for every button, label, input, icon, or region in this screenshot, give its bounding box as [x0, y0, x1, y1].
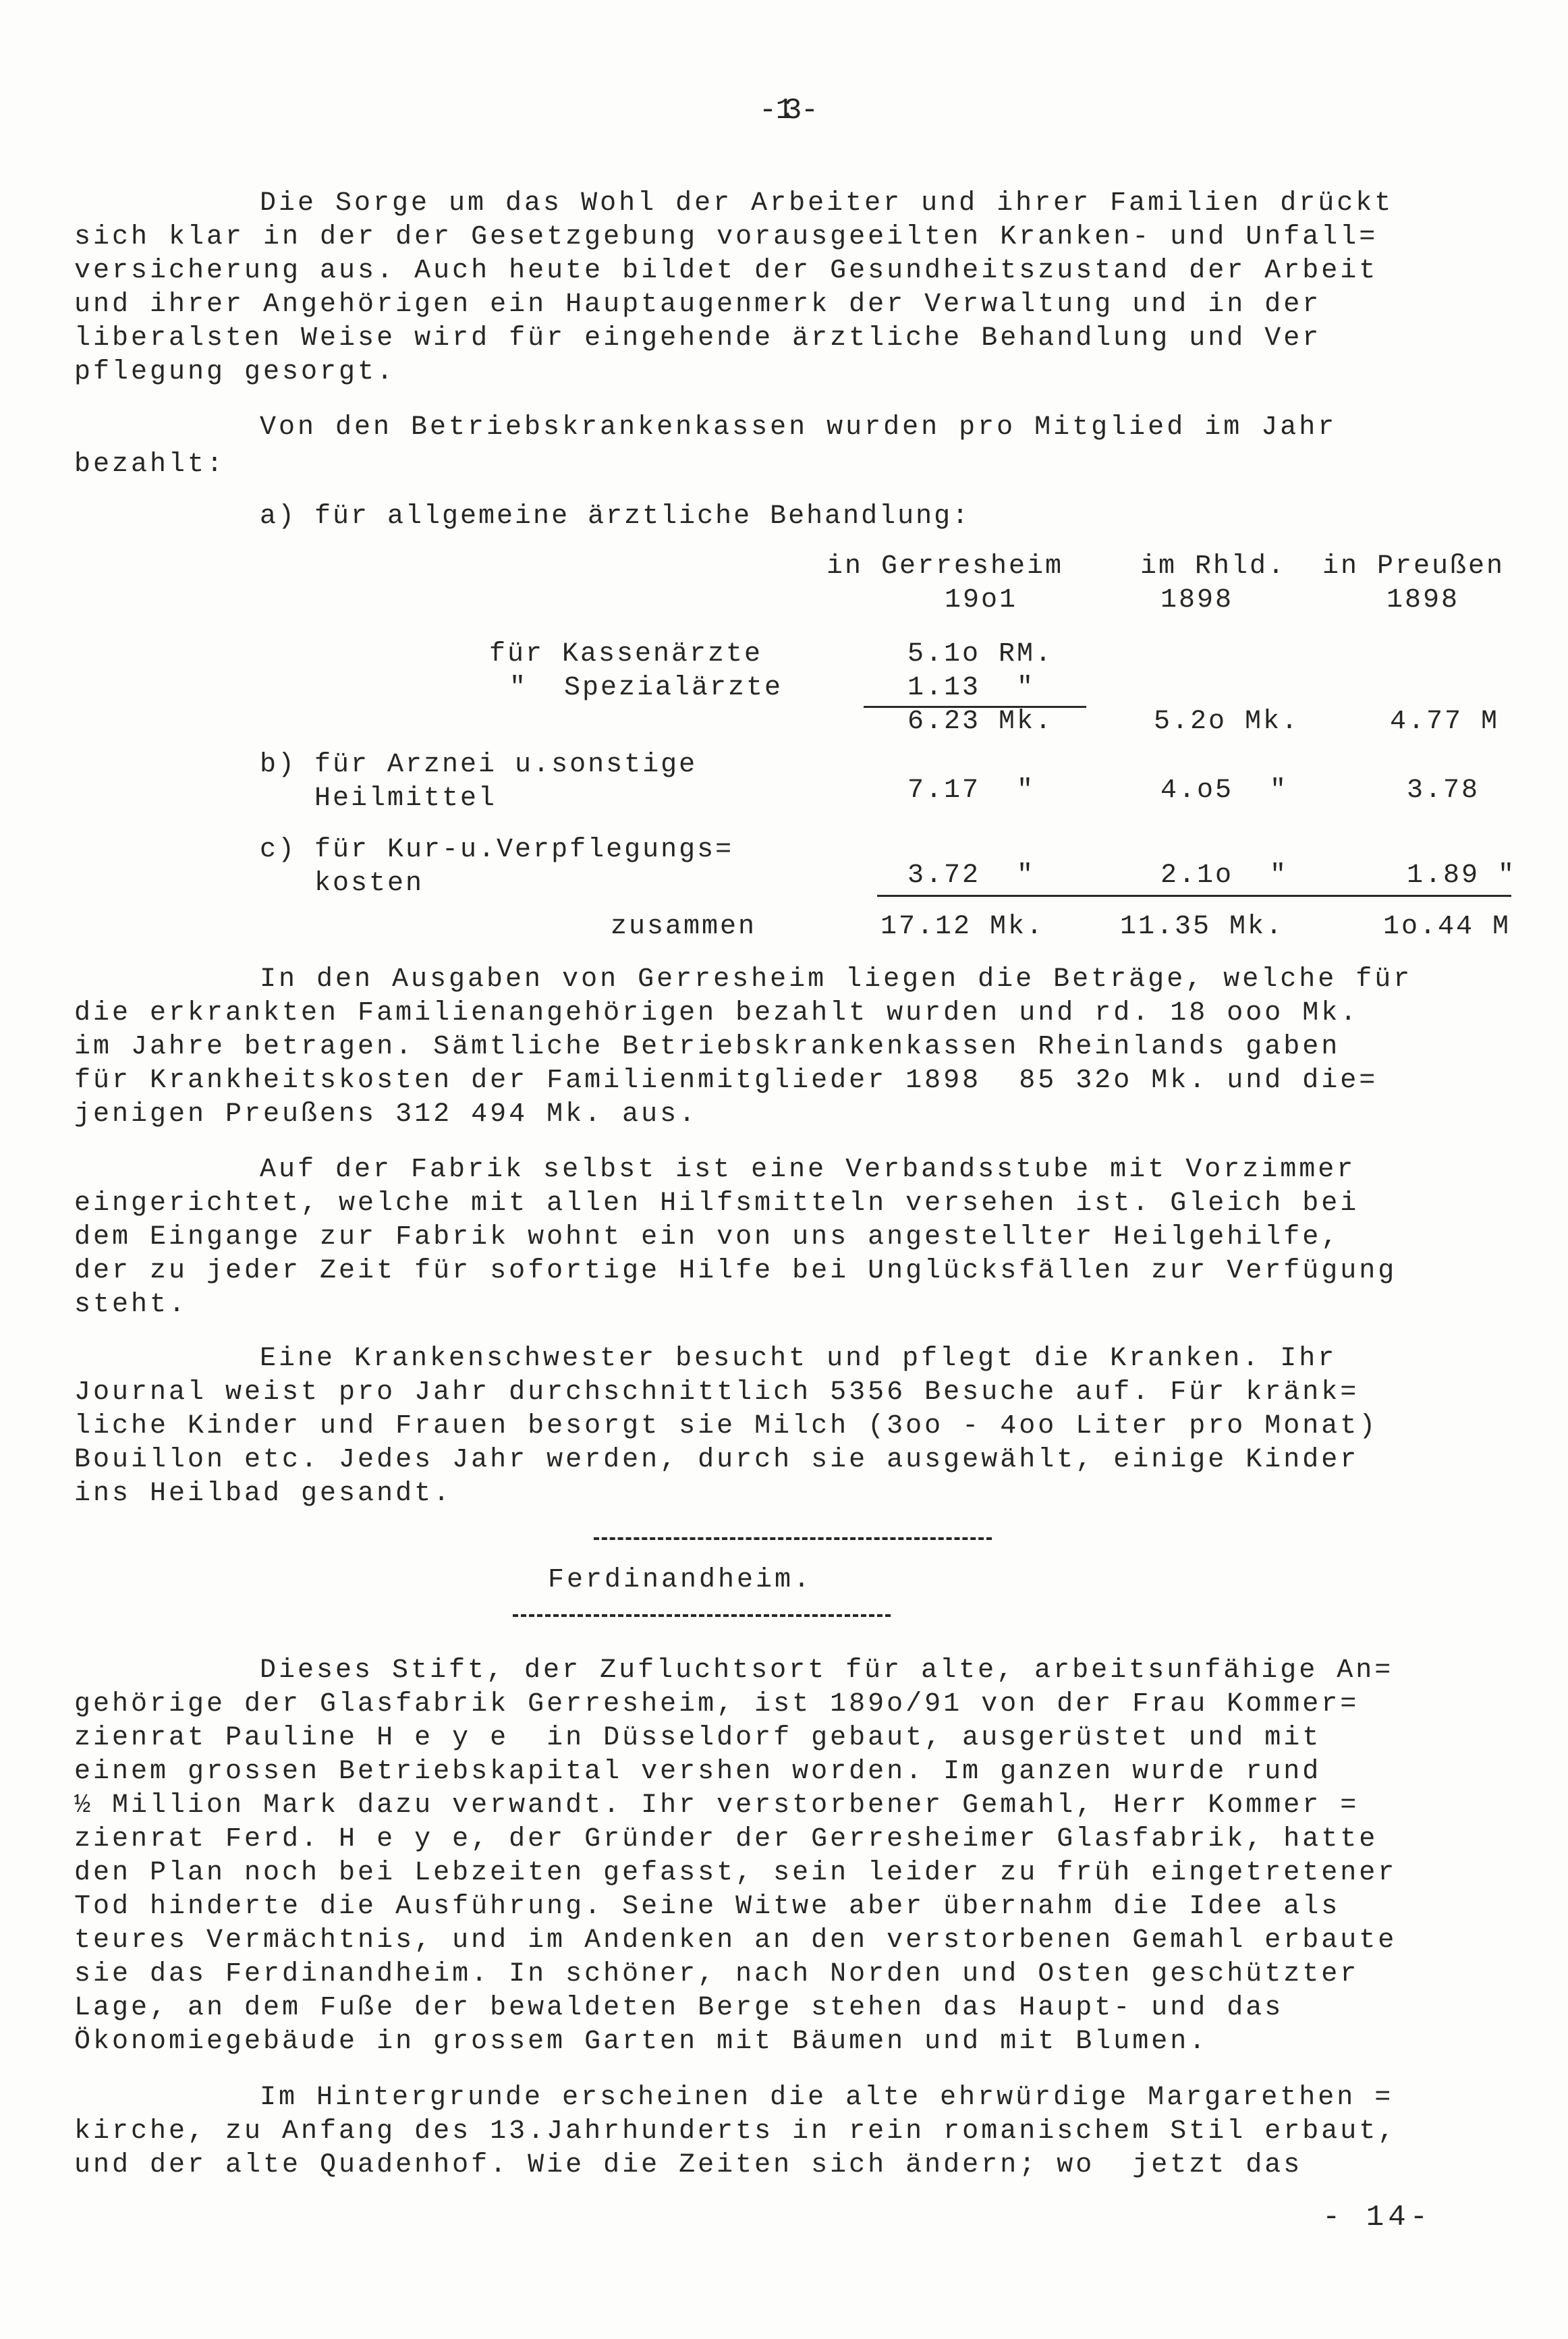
text-line: einem grossen Betriebskapital vershen worden. Im ganzen wurde rund: [74, 1757, 1322, 1787]
column-year: 1898: [1160, 585, 1234, 615]
column-header: im Rhld.: [1140, 551, 1287, 582]
text-line: sie das Ferdinandheim. In schöner, nach Norden und Osten geschützter: [74, 1959, 1360, 1989]
table-cell: 3.78: [1407, 775, 1480, 806]
text-line: bezahlt:: [74, 449, 226, 480]
text-line: liberalsten Weise wird für eingehende ärztliche Behandlung und Ver: [74, 323, 1322, 354]
table-cell: 4.o5 ": [1160, 775, 1289, 806]
table-row-label: kosten: [260, 869, 424, 899]
text-line: Im Hintergrunde erscheinen die alte ehrwürdige Margarethen =: [260, 2083, 1394, 2113]
text-line: zienrat Ferd. H e y e, der Gründer der Gerresheimer Glasfabrik, hatte: [74, 1824, 1378, 1854]
table-cell: 2.1o ": [1160, 860, 1289, 891]
text-line: Eine Krankenschwester besucht und pflegt die Kranken. Ihr: [260, 1344, 1337, 1374]
page-number: - 13 -: [758, 94, 810, 128]
column-year: 19o1: [945, 585, 1018, 615]
table-row-label: b) für Arznei u.sonstige: [260, 750, 698, 780]
table-cell: 11.35 Mk.: [1120, 912, 1285, 942]
next-page-marker: - 14-: [1322, 2201, 1432, 2234]
column-header: in Preußen: [1322, 551, 1505, 582]
text-line: Bouillon etc. Jedes Jahr werden, durch sie ausgewählt, einige Kinder: [74, 1445, 1360, 1475]
table-cell: 3.72 ": [907, 860, 1036, 891]
text-line: und der alte Quadenhof. Wie die Zeiten sich ändern; wo jetzt das: [74, 2150, 1303, 2180]
text-line: versicherung aus. Auch heute bildet der Gesundheitszustand der Arbeit: [74, 256, 1378, 286]
table-row-label: für Kassenärzte: [489, 639, 763, 669]
text-line: liche Kinder und Frauen besorgt sie Milch (3oo - 4oo Liter pro Monat): [74, 1411, 1378, 1441]
text-line: teures Vermächtnis, und im Andenken an den verstorbenen Gemahl erbaute: [74, 1925, 1397, 1956]
table-row-label: c) für Kur-u.Verpflegungs=: [260, 835, 734, 865]
text-line: ½ Million Mark dazu verwandt. Ihr verstorbener Gemahl, Herr Kommer =: [74, 1790, 1360, 1821]
table-row-label: zusammen: [611, 912, 757, 942]
table-cell: 6.23 Mk.: [907, 707, 1054, 737]
section-rule-top: [594, 1537, 992, 1540]
text-line: Dieses Stift, der Zufluchtsort für alte, arbeitsunfähige An=: [260, 1655, 1394, 1686]
table-cell: 7.17 ": [907, 775, 1036, 806]
table-heading-a: a) für allgemeine ärztliche Behandlung:: [260, 501, 971, 532]
text-line: und ihrer Angehörigen ein Hauptaugenmerk der Verwaltung und in der: [74, 290, 1322, 320]
text-line: In den Ausgaben von Gerresheim liegen die Beträge, welche für: [260, 964, 1413, 995]
text-line: im Jahre betragen. Sämtliche Betriebskrankenkassen Rheinlands gaben: [74, 1032, 1341, 1062]
text-line: zienrat Pauline H e y e in Düsseldorf gebaut, ausgerüstet und mit: [74, 1723, 1322, 1753]
text-line: Die Sorge um das Wohl der Arbeiter und ihrer Familien drückt: [260, 188, 1394, 219]
text-line: Auf der Fabrik selbst ist eine Verbandsstube mit Vorzimmer: [260, 1155, 1356, 1185]
table-cell: 1.89 ": [1407, 860, 1517, 891]
table-cell: 1o.44 M: [1383, 912, 1511, 942]
text-line: jenigen Preußens 312 494 Mk. aus.: [74, 1099, 698, 1130]
text-line: Von den Betriebskrankenkassen wurden pro Mitglied im Jahr: [260, 412, 1337, 443]
text-line: pflegung gesorgt.: [74, 357, 396, 387]
text-line: der zu jeder Zeit für sofortige Hilfe bei Unglücksfällen zur Verfügung: [74, 1256, 1397, 1286]
table-cell: 17.12 Mk.: [880, 912, 1045, 942]
text-line: den Plan noch bei Lebzeiten gefasst, sein leider zu früh eingetretener: [74, 1858, 1397, 1888]
section-rule-bottom: [513, 1614, 891, 1617]
total-rule: [877, 895, 1511, 897]
text-line: für Krankheitskosten der Familienmitglieder 1898 85 32o Mk. und die=: [74, 1066, 1378, 1096]
table-cell: 1.13 ": [907, 673, 1036, 703]
text-line: gehörige der Glasfabrik Gerresheim, ist 189o/91 von der Frau Kommer=: [74, 1689, 1360, 1719]
text-line: eingerichtet, welche mit allen Hilfsmitteln versehen ist. Gleich bei: [74, 1188, 1360, 1219]
text-line: kirche, zu Anfang des 13.Jahrhunderts in rein romanischem Stil erbaut,: [74, 2116, 1397, 2147]
text-line: ins Heilbad gesandt.: [74, 1479, 453, 1509]
text-line: sich klar in der der Gesetzgebung vorausgeeilten Kranken- und Unfall=: [74, 222, 1378, 252]
table-cell: 5.2o Mk.: [1154, 707, 1300, 737]
column-year: 1898: [1387, 585, 1460, 615]
text-line: steht.: [74, 1290, 188, 1320]
text-line: Journal weist pro Jahr durchschnittlich 5356 Besuche auf. Für kränk=: [74, 1377, 1360, 1408]
table-cell: 5.1o RM.: [907, 639, 1054, 669]
text-line: die erkrankten Familienangehörigen bezahlt wurden und rd. 18 ooo Mk.: [74, 998, 1360, 1028]
text-line: Ökonomiegebäude in grossem Garten mit Bäumen und mit Blumen.: [74, 2027, 1208, 2057]
column-header: in Gerresheim: [827, 551, 1064, 582]
text-line: dem Eingange zur Fabrik wohnt ein von uns angestellter Heilgehilfe,: [74, 1222, 1341, 1253]
table-row-label: " Spezialärzte: [509, 673, 783, 703]
table-cell: 4.77 M: [1390, 707, 1500, 737]
text-line: Tod hinderte die Ausführung. Seine Witwe aber übernahm die Idee als: [74, 1892, 1341, 1922]
section-title: Ferdinandheim.: [548, 1565, 813, 1595]
table-row-label: Heilmittel: [260, 783, 497, 814]
text-line: Lage, an dem Fuße der bewaldeten Berge stehen das Haupt- und das: [74, 1993, 1284, 2023]
